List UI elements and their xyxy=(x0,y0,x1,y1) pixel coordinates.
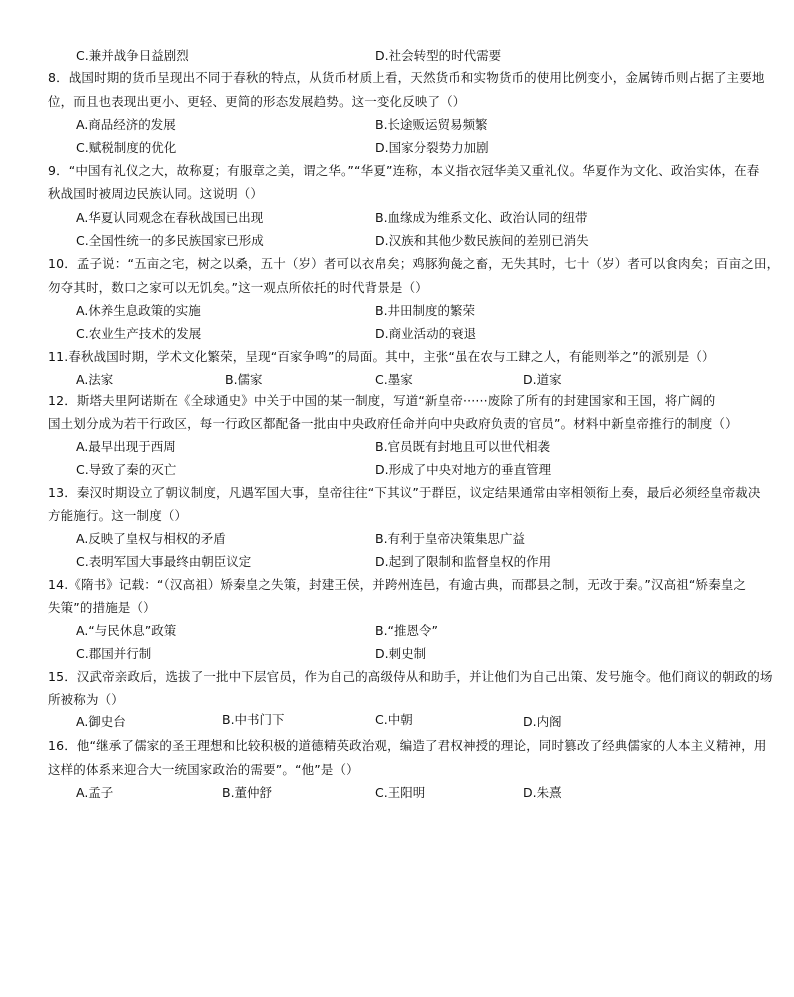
q15-option-c: C.中朝 xyxy=(375,712,413,727)
q12-option-c: C.导致了秦的灭亡 xyxy=(76,462,177,477)
q9-stem-line1: 9．“中国有礼仪之大，故称夏；有服章之美，谓之华。”“华夏”连称，本义指衣冠华美又重礼仪。华夏作为文化、政治实体，在春 xyxy=(48,163,760,178)
q13-option-d: D.起到了限制和监督皇权的作用 xyxy=(375,554,552,569)
q13-option-c: C.表明军国大事最终由朝臣议定 xyxy=(76,554,252,569)
q14-stem-line1: 14.《隋书》记载：“（汉高祖）矫秦皇之失策，封建王侯，并跨州连邑，有逾古典，而郡县之制，无改于秦。”汉高祖“矫秦皇之 xyxy=(48,577,747,592)
q10-stem-line2: 勿夺其时，数口之家可以无饥矣。”这一观点所依托的时代背景是（） xyxy=(48,280,428,295)
q11-option-a: A.法家 xyxy=(76,372,114,387)
q9-option-b: B.血缘成为维系文化、政治认同的纽带 xyxy=(375,210,588,225)
q9-option-d: D.汉族和其他少数民族间的差别已消失 xyxy=(375,233,589,248)
q11-option-d: D.道家 xyxy=(523,372,562,387)
q13-option-b: B.有利于皇帝决策集思广益 xyxy=(375,531,526,546)
q8-option-b: B.长途贩运贸易频繁 xyxy=(375,117,488,132)
q14-option-d: D.刺史制 xyxy=(375,646,427,661)
q9-option-a: A.华夏认同观念在春秋战国已出现 xyxy=(76,210,264,225)
q11-option-b: B.儒家 xyxy=(225,372,263,387)
q10-option-d: D.商业活动的衰退 xyxy=(375,326,477,341)
q12-option-a: A.最早出现于西周 xyxy=(76,439,176,454)
q16-option-b: B.董仲舒 xyxy=(222,785,273,800)
q10-option-b: B.井田制度的繁荣 xyxy=(375,303,476,318)
q13-stem-line1: 13．秦汉时期设立了朝议制度，凡遇军国大事，皇帝往往“下其议”于群臣，议定结果通常由宰相领衔上奏，最后必须经皇帝裁决 xyxy=(48,485,761,500)
q16-option-d: D.朱熹 xyxy=(523,785,562,800)
q14-option-c: C.郡国并行制 xyxy=(76,646,152,661)
q8-option-c: C.赋税制度的优化 xyxy=(76,140,177,155)
q10-option-c: C.农业生产技术的发展 xyxy=(76,326,202,341)
q8-option-a: A.商品经济的发展 xyxy=(76,117,176,132)
q16-stem-line2: 这样的体系来迎合大一统国家政治的需要”。“他”是（） xyxy=(48,762,359,777)
q12-stem-line2: 国土划分成为若干行政区，每一行政区都配备一批由中央政府任命并向中央政府负责的官员”。材料中新皇帝推行的制度（） xyxy=(48,416,738,431)
q15-option-b: B.中书门下 xyxy=(222,712,285,727)
q15-stem-line2: 所被称为（） xyxy=(48,692,124,707)
q7-option-d: D.社会转型的时代需要 xyxy=(375,48,502,63)
q10-option-a: A.休养生息政策的实施 xyxy=(76,303,201,318)
q11-option-c: C.墨家 xyxy=(375,372,413,387)
q7-option-c: C.兼并战争日益剧烈 xyxy=(76,48,189,63)
q15-option-a: A.御史台 xyxy=(76,714,126,729)
q16-stem-line1: 16．他“继承了儒家的圣王理想和比较积极的道德精英政治观，编造了君权神授的理论，同时篡改了经典儒家的人本主义精神，用 xyxy=(48,738,767,753)
q16-option-c: C.王阳明 xyxy=(375,785,426,800)
q12-option-d: D.形成了中央对地方的垂直管理 xyxy=(375,462,552,477)
q8-stem-line2: 位，而且也表现出更小、更轻、更简的形态发展趋势。这一变化反映了（） xyxy=(48,94,466,109)
q14-option-a: A.“与民休息”政策 xyxy=(76,623,177,638)
q12-option-b: B.官员既有封地且可以世代相袭 xyxy=(375,439,551,454)
q15-option-d: D.内阁 xyxy=(523,714,562,729)
q15-stem-line1: 15．汉武帝亲政后，选拔了一批中下层官员，作为自己的高级侍从和助手，并让他们为自己出策、发号施令。他们商议的朝政的场 xyxy=(48,669,773,684)
q9-option-c: C.全国性统一的多民族国家已形成 xyxy=(76,233,264,248)
q9-stem-line2: 秋战国时被周边民族认同。这说明（） xyxy=(48,186,264,201)
q16-option-a: A.孟子 xyxy=(76,785,114,800)
q11-stem-line1: 11.春秋战国时期，学术文化繁荣，呈现“百家争鸣”的局面。其中，主张“虽在农与工肆之人，有能则举之”的派别是（） xyxy=(48,349,715,364)
q14-stem-line2: 失策”的措施是（） xyxy=(48,600,156,615)
q10-stem-line1: 10．孟子说：“五亩之宅，树之以桑，五十（岁）者可以衣帛矣；鸡豚狗彘之畜，无失其时，七十（岁）者可以食肉矣；百亩之田， xyxy=(48,256,780,271)
q13-option-a: A.反映了皇权与相权的矛盾 xyxy=(76,531,226,546)
q8-option-d: D.国家分裂势力加剧 xyxy=(375,140,489,155)
q8-stem-line1: 8．战国时期的货币呈现出不同于春秋的特点，从货币材质上看，天然货币和实物货币的使用比例变小，金属铸币则占据了主要地 xyxy=(48,70,765,85)
q14-option-b: B.“推恩令” xyxy=(375,623,439,638)
q13-stem-line2: 方能施行。这一制度（） xyxy=(48,508,188,523)
q12-stem-line1: 12．斯塔夫里阿诺斯在《全球通史》中关于中国的某一制度，写道“新皇帝······废除了所有的封建国家和王国，将广阔的 xyxy=(48,393,716,408)
